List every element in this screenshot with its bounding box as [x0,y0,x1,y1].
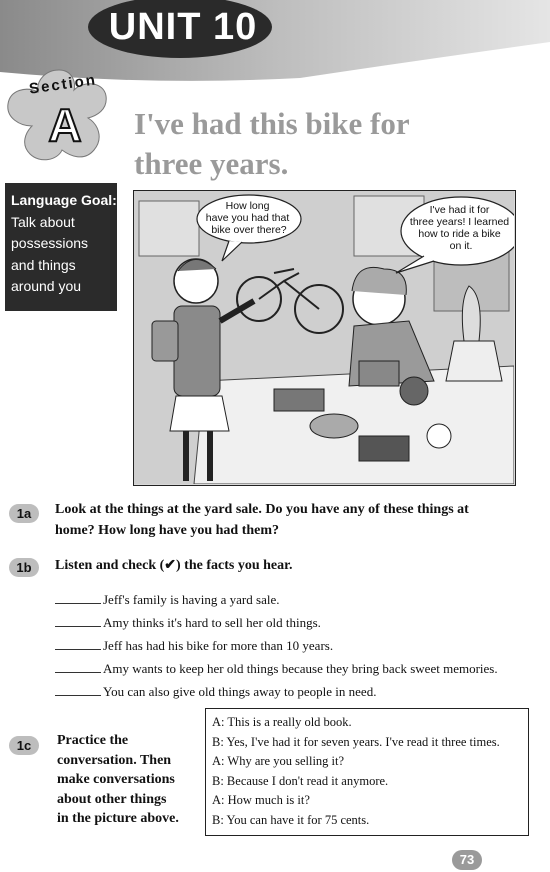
language-goal-label: Language Goal: [11,192,117,208]
conversation-line: A: Why are you selling it? [212,754,345,769]
activity-1a-badge: 1a [9,504,39,523]
language-goal-line: Talk about [11,213,75,230]
activity-1a-line: Look at the things at the yard sale. Do you have any of these things at [55,502,469,517]
fact-item [55,683,376,701]
activity-1c-line: conversation. Then [57,752,172,768]
language-goal-line: and things [11,256,76,273]
section-letter: A [48,99,82,151]
boy-bubble-line: I've had it for [429,204,490,216]
boy-bubble-line: three years! I learned [409,216,510,228]
conversation-box [205,708,529,836]
activity-1a-line: home? How long have you had them? [55,523,280,538]
unit-title: UNIT 10 [108,6,258,48]
language-goal-box [5,183,117,311]
activity-1c-line: Practice the [57,733,129,748]
page-number: 73 [452,850,482,870]
yard-sale-scene [134,191,514,484]
checkbox-blank[interactable] [55,592,101,604]
checkbox-blank[interactable] [55,684,101,696]
boy-bubble-line: how to ride a bike [418,228,501,240]
fact-text: Amy wants to keep her old things because they bring back sweet memories. [103,661,498,676]
activity-1c-badge: 1c [9,736,39,755]
fact-item [55,660,498,678]
checkbox-blank[interactable] [55,615,101,627]
fact-item [55,591,279,609]
girl-bubble-line: have you had that [205,212,290,224]
boy-bubble-line: on it. [449,240,473,252]
fact-text: Amy thinks it's hard to sell her old things. [103,615,321,630]
conversation-line: A: How much is it? [212,793,310,808]
language-goal-line: possessions [11,235,89,251]
activity-1c-line: make conversations [57,772,175,787]
section-label: Section [28,71,98,98]
conversation-line: B: You can have it for 75 cents. [212,812,370,827]
activity-1b-instruction: Listen and check (✔) the facts you hear. [55,558,293,573]
activity-1a-instruction [55,499,535,541]
conversation-line: A: This is a really old book. [212,715,352,729]
fact-item [55,637,333,655]
language-goal-line: around you [11,278,82,294]
lesson-title-line-1: I've had this bike for [134,106,410,141]
fact-text: You can also give old things away to people in need. [103,684,377,699]
girl-bubble-line: bike over there? [211,224,287,236]
fact-text: Jeff's family is having a yard sale. [103,592,280,607]
checkbox-blank[interactable] [55,661,101,673]
activity-1b-badge: 1b [9,558,39,577]
activity-1c-instruction [57,731,202,829]
activity-1c-line: about other things [57,791,167,807]
fact-text: Jeff has had his bike for more than 10 years. [103,638,334,653]
yard-sale-illustration [133,190,516,486]
girl-bubble-line: How long [225,200,270,212]
conversation-line: B: Because I don't read it anymore. [212,773,389,788]
lesson-title [134,104,434,184]
fact-item [55,614,321,632]
lesson-title-line-2: three years. [134,146,289,181]
checkbox-blank[interactable] [55,638,101,650]
conversation-line: B: Yes, I've had it for seven years. I've read it three times. [212,734,500,749]
activity-1c-line: in the picture above. [57,811,179,826]
